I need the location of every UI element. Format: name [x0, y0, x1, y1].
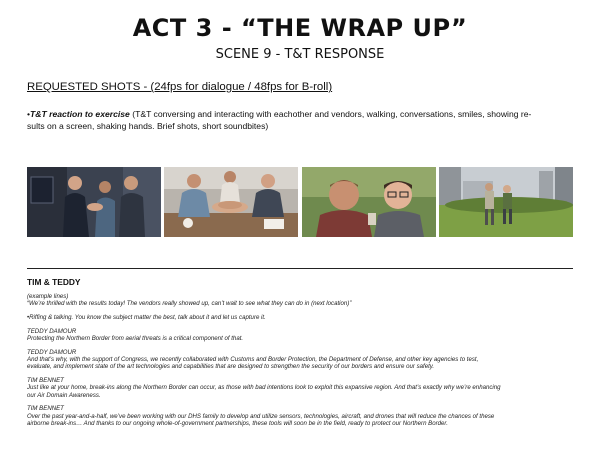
script-line: •Riffing & talking. You know the subject matter the best, talk about it and let us capture it.: [27, 314, 266, 321]
section-divider: [27, 268, 573, 269]
script-line: evaluate, and implement state of the art technologies and capabilities that are designed to strengthen the security of our borders and ensure our safety.: [27, 363, 435, 371]
speaker-name: TEDDY DAMOUR: [27, 348, 77, 356]
script-line: Protecting the Northern Border from aerial threats is a critical component of that.: [27, 335, 244, 342]
requested-shots-heading: REQUESTED SHOTS - (24fps for dialogue / 48fps for B-roll): [27, 81, 333, 93]
script-block: [27, 314, 573, 321]
script-line: (example lines): [27, 293, 69, 300]
script-line: Over the past year-and-a-half, we’ve been working with our DHS family to develop and utilize sensors, technologies, aircraft, and drones that will reduce the chances of these: [27, 412, 495, 420]
bullet: •: [27, 109, 31, 119]
script-block: [27, 328, 573, 343]
page-title: ACT 3 - “THE WRAP UP”: [132, 14, 468, 42]
speaker-name: TIM BENNET: [27, 405, 64, 413]
script-block: [27, 377, 573, 399]
script-line: our Air Domain Awareness.: [27, 391, 101, 399]
photo-two-men-smiling: [302, 167, 436, 237]
shot-description-lead: T&T reaction to exercise: [30, 109, 130, 119]
speaker-name: TIM BENNET: [27, 377, 64, 384]
script-lines: [27, 293, 573, 434]
script-block: [27, 293, 573, 308]
photo-men-walking-park: [439, 167, 573, 237]
shot-description-line-1: (T&T conversing and interacting with eachother and vendors, walking, conversations, smiles, showing re-: [129, 109, 532, 119]
shot-description-line-2: sults on a screen, shaking hands. Brief shots, short soundbites): [27, 121, 269, 131]
scene-subtitle: SCENE 9 - T&T RESPONSE: [215, 47, 385, 62]
script-line: “We’re thrilled with the results today! The vendors really showed up, can’t wait to see what they can do in (next location)”: [27, 300, 352, 308]
speaker-name: TEDDY DAMOUR: [27, 327, 77, 335]
script-line: Just like at your home, break-ins along the Northern Border can occur, as those with bad intentions look to exploit this expansive region. And that’s exactly why we’re enhancing: [27, 384, 501, 392]
script-line: airborne break-ins… And thanks to our ongoing whole-of-government partnerships, these tools will soon be in the field, ready to protect our Northern Border.: [27, 420, 448, 428]
script-line: And that’s why, with the support of Congress, we recently collaborated with Customs and Border Protection, the Department of Defense, and other key agencies to test,: [27, 356, 479, 363]
photo-handshake: [27, 167, 161, 237]
photo-team-huddle: [164, 167, 298, 237]
shot-description: [27, 108, 579, 132]
script-block: [27, 349, 573, 371]
script-block: [27, 405, 573, 427]
section-heading: TIM & TEDDY: [27, 277, 81, 287]
